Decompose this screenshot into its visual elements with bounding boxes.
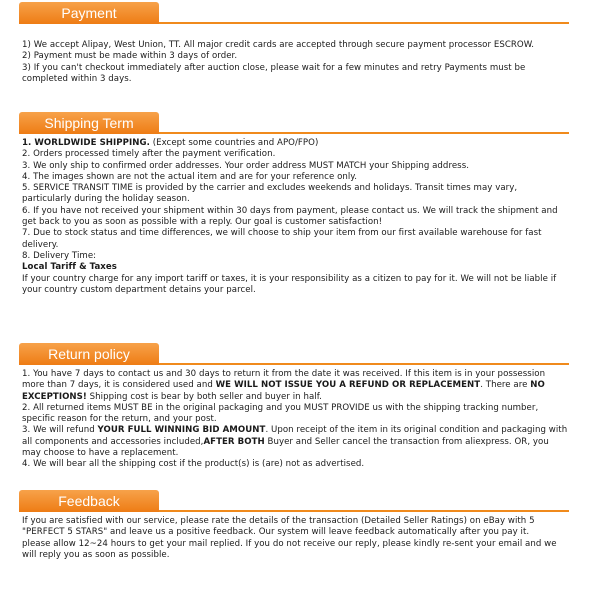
tariff-text: If your country charge for any import tariff or taxes, it is your responsibility as a citizen to pay for it. We will not be liable if your country custom department detains your parcel. (22, 273, 557, 295)
shipping-banner (19, 112, 569, 134)
return-banner (19, 343, 569, 365)
return-item-3-e: Buyer and Seller cancel the transaction from aliexpress. OR, you may choose to have a replacement. (22, 436, 549, 459)
return-item-1-e: Shipping cost is bear by both seller and buyer in half. (86, 391, 322, 402)
shipping-item-2: 2. Orders processed timely after the payment verification. (22, 149, 276, 160)
return-item-3 (22, 425, 569, 459)
feedback-body (0, 512, 591, 561)
feedback-para-1: If you are satisfied with our service, please rate the details of the transaction (Detailed Seller Ratings) on eBay with 5 "PERFECT 5 STARS" and leave us a positive feedback. Our system will leave feedback automatically after you pay it. (22, 516, 535, 538)
return-item-3-d: AFTER BOTH (203, 436, 265, 447)
shipping-item-1-rest: (Except some countries and APO/FPO) (149, 138, 319, 148)
shipping-item-4: 4. The images shown are not the actual item and are for your reference only. (22, 171, 358, 182)
return-item-3-a: 3. We will refund (22, 425, 98, 436)
shipping-item-6: 6. If you have not received your shipment within 30 days from payment, please contact us. We will track the shipment and get back to you as soon as possible with a reply. Our goal is customer satisfaction! (22, 205, 558, 228)
return-item-3-b: YOUR FULL WINNING BID AMOUNT (97, 425, 266, 436)
return-section (0, 343, 591, 471)
return-item-4: 4. We will bear all the shipping cost if the product(s) is (are) not as advertised. (22, 459, 365, 470)
payment-banner (19, 2, 569, 24)
return-item-1 (22, 369, 569, 403)
payment-line-2: 2) Payment must be made within 3 days of order. (22, 51, 238, 62)
return-item-1-a: 1. You have 7 days to contact us and 30 days to return it from the date it was received. If this item is in your possession more than 7 days, it is considered used and (22, 369, 546, 391)
shipping-item-1 (22, 138, 569, 149)
payment-line-3: 3) If you can't checkout immediately after auction close, please wait for a few minutes and retry Payments must be completed within 3 days. (22, 62, 526, 84)
feedback-section (0, 490, 591, 561)
return-item-1-c: . There are (480, 380, 531, 391)
return-title: Return policy (19, 343, 159, 365)
feedback-title: Feedback (19, 490, 159, 512)
shipping-item-8: 8. Delivery Time: (22, 250, 97, 261)
tariff-heading-text: Local Tariff & Taxes (22, 262, 117, 273)
shipping-body (0, 134, 591, 296)
return-body (0, 365, 591, 471)
shipping-item-3: 3. We only ship to confirmed order addresses. Your order address MUST MATCH your Shipping address. (22, 160, 470, 171)
shipping-item-7: 7. Due to stock status and time differences, we will choose to ship your item from our first available warehouse for fast delivery. (22, 228, 542, 250)
feedback-banner (19, 490, 569, 512)
return-item-2: 2. All returned items MUST BE in the original packaging and you MUST PROVIDE us with the shipping tracking number, specific reason for the return, and your post. (22, 402, 539, 425)
return-item-1-b: WE WILL NOT ISSUE YOU A REFUND OR REPLACEMENT (215, 380, 481, 391)
shipping-title: Shipping Term (19, 112, 159, 134)
feedback-para-2: please allow 12~24 hours to get your mail replied. If you do not receive our reply, please kindly re-sent your email and we will reply you as soon as possible. (22, 538, 557, 560)
payment-body (0, 24, 591, 85)
payment-section (0, 2, 591, 85)
tariff-heading (22, 262, 569, 273)
shipping-item-5: 5. SERVICE TRANSIT TIME is provided by the carrier and excludes weekends and holidays. Transit times may vary, particularly during the holiday season. (22, 183, 518, 205)
shipping-item-1-bold: 1. WORLDWIDE SHIPPING. (22, 138, 150, 148)
return-item-3-c: . Upon receipt of the item in its original condition and packaging with all components and accessories included, (22, 425, 568, 447)
payment-line-1: 1) We accept Alipay, West Union, TT. All major credit cards are accepted through secure payment processor ESCROW. (22, 40, 535, 50)
payment-title: Payment (19, 2, 159, 24)
shipping-section (0, 112, 591, 296)
return-item-1-d: NO EXCEPTIONS! (22, 380, 545, 402)
